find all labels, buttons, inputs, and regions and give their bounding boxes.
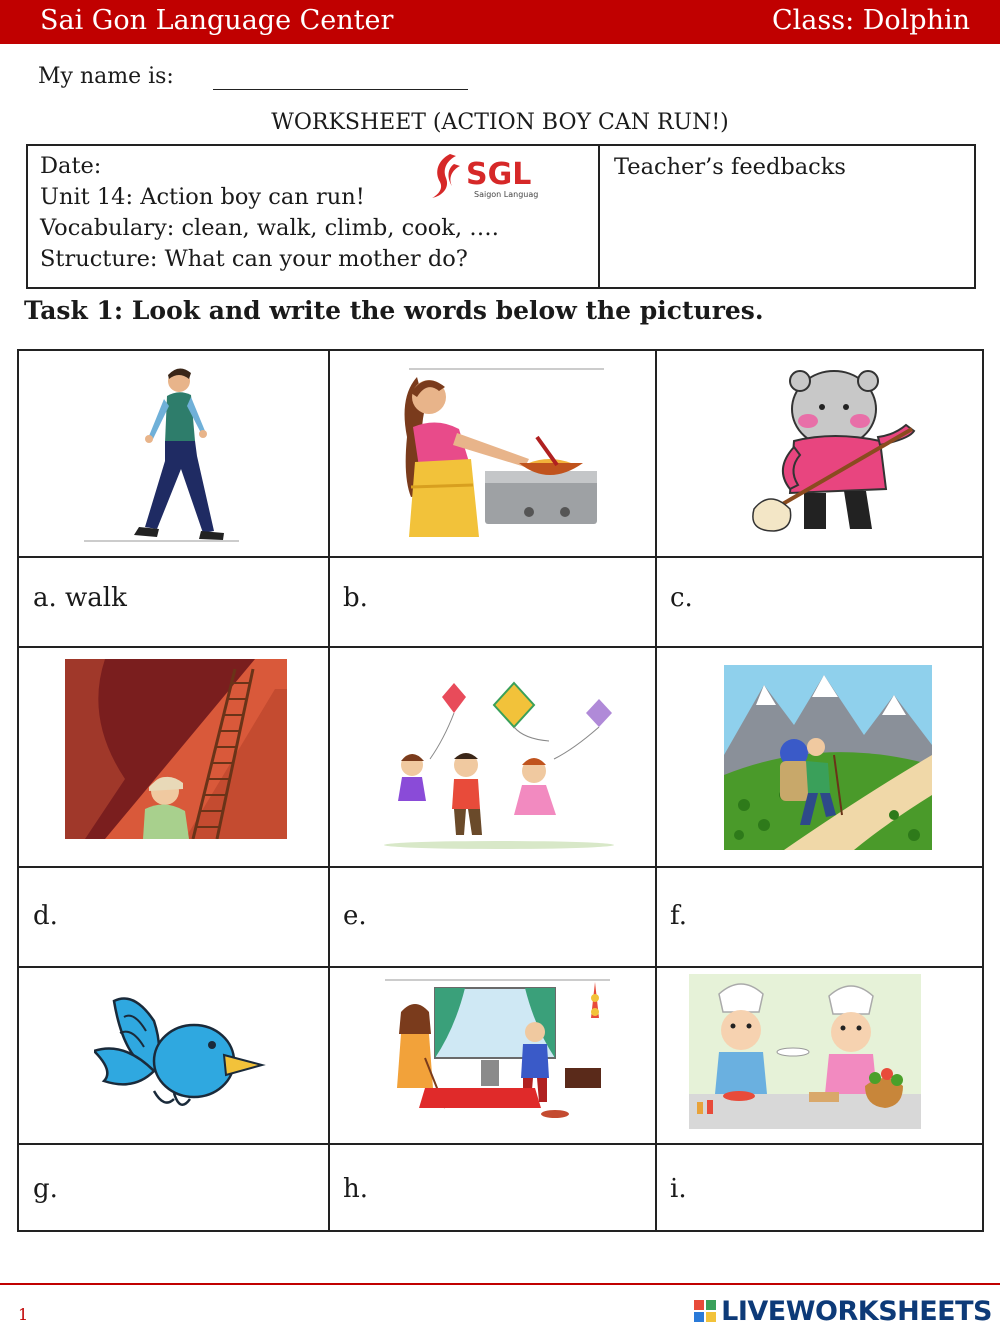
- children-flying-kites-icon: [374, 679, 624, 849]
- answer-label-g[interactable]: g.: [33, 1174, 58, 1204]
- name-label: My name is:: [38, 64, 174, 89]
- header-bar: [0, 0, 1000, 44]
- hiker-climbing-mountain-icon: [724, 665, 932, 850]
- answer-label-b[interactable]: b.: [343, 583, 368, 613]
- answer-label-d[interactable]: d.: [33, 901, 58, 931]
- sgl-logo: [428, 150, 538, 202]
- liveworksheets-logo-icon: [693, 1299, 717, 1323]
- answer-label-a[interactable]: a. walk: [33, 583, 127, 613]
- worksheet-title: WORKSHEET (ACTION BOY CAN RUN!): [271, 110, 729, 135]
- center-name: Sai Gon Language Center: [40, 5, 394, 36]
- answer-label-h[interactable]: h.: [343, 1174, 369, 1204]
- structure-line: Structure: What can your mother do?: [40, 246, 468, 272]
- unit-line: Unit 14: Action boy can run!: [40, 184, 365, 210]
- footer-divider: [0, 1283, 1000, 1285]
- name-input[interactable]: [213, 89, 468, 90]
- teacher-feedback-label: Teacher’s feedbacks: [614, 154, 846, 180]
- date-line: Date:: [40, 153, 102, 179]
- task1-grid: [17, 349, 984, 1232]
- family-cleaning-house-icon: [385, 978, 610, 1128]
- answer-label-i[interactable]: i.: [670, 1174, 687, 1204]
- logo-text: SGL: [466, 157, 532, 192]
- task1-title: Task 1: Look and write the words below the pictures.: [24, 296, 764, 325]
- bear-mopping-icon: [734, 369, 919, 539]
- answer-label-e[interactable]: e.: [343, 901, 367, 931]
- class-label: Class: Dolphin: [771, 5, 970, 36]
- woman-cooking-icon: [389, 367, 604, 542]
- logo-subtext: Saigon Language: [474, 190, 538, 199]
- children-cooking-icon: [689, 974, 921, 1129]
- child-climbing-ladder-icon: [65, 659, 287, 839]
- liveworksheets-brand: LIVEWORKSHEETS: [721, 1295, 992, 1327]
- liveworksheets-watermark[interactable]: [693, 1296, 992, 1326]
- bird-flying-icon: [94, 981, 269, 1121]
- answer-label-c[interactable]: c.: [670, 583, 693, 613]
- page-number: 1: [18, 1305, 29, 1324]
- man-walking-icon: [79, 361, 249, 546]
- swirl-icon: [432, 154, 456, 198]
- vocabulary-line: Vocabulary: clean, walk, climb, cook, ….: [40, 215, 499, 241]
- answer-label-f[interactable]: f.: [670, 901, 687, 931]
